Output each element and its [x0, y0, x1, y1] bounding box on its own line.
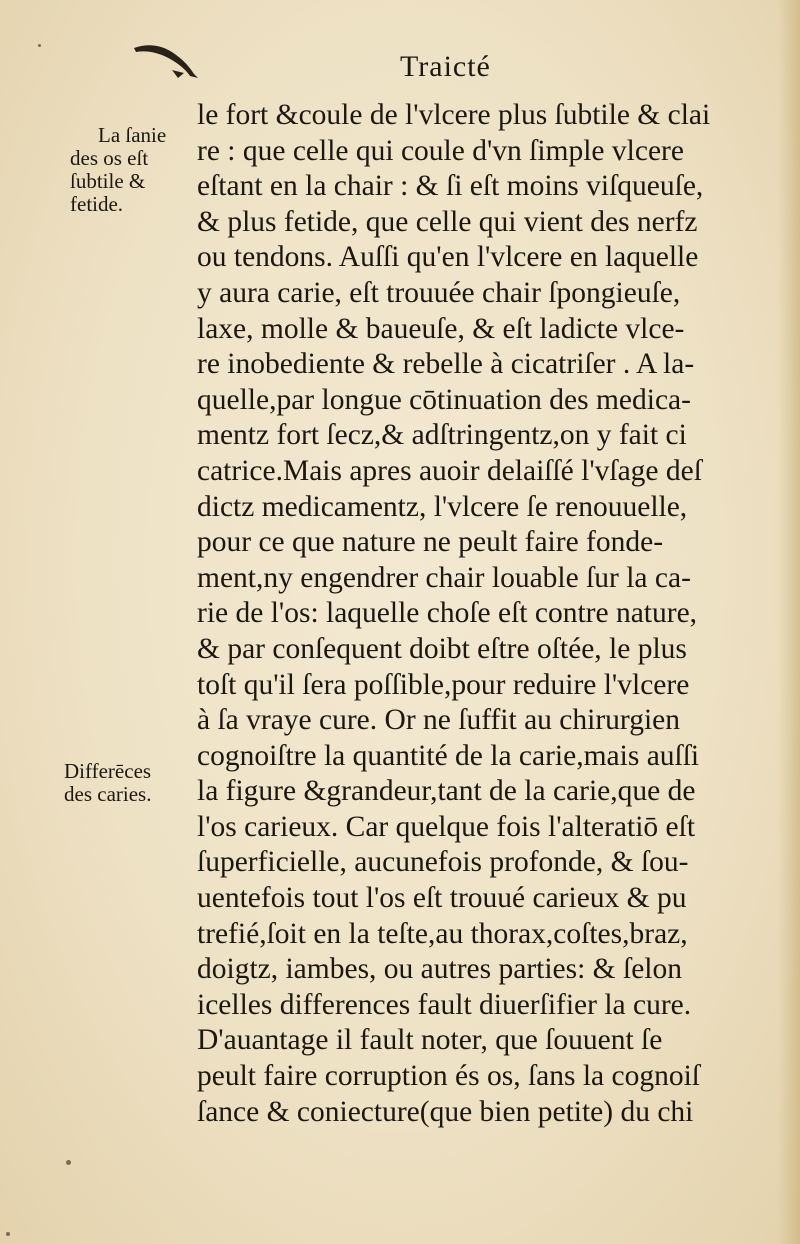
text-line: re : que celle qui coule d'vn ſimple vlcere — [197, 134, 684, 167]
paper-speck — [66, 1160, 71, 1165]
text-line: ment,ny engendrer chair louable ſur la ca- — [197, 561, 691, 594]
page-edge-shadow — [778, 0, 800, 1244]
text-line: ſuperficielle, aucunefois profonde, & ſou- — [197, 846, 689, 879]
text-line: laxe, molle & baueuſe, & eſt ladicte vlce- — [197, 312, 685, 345]
margin-note-line: Differēces — [64, 759, 152, 783]
printers-flourish-icon — [132, 40, 202, 80]
margin-note-line: des os eſt — [70, 146, 149, 170]
text-line: trefié,ſoit en la teſte,au thorax,coſtes,braz, — [197, 917, 688, 950]
text-line: doigtz, iambes, ou autres parties: & ſelon — [197, 953, 682, 986]
body-text — [197, 98, 757, 1130]
text-line: y aura carie, eſt trouuée chair ſpongieuſe, — [197, 276, 681, 309]
margin-note-sanie — [70, 124, 166, 216]
running-head: Traicté — [400, 50, 491, 83]
text-line: D'auantage il fault noter, que ſouuent ſe — [197, 1024, 663, 1057]
text-line: pour ce que nature ne peult faire fonde- — [197, 526, 664, 559]
text-line: à ſa vraye cure. Or ne ſuffit au chirurgien — [197, 704, 680, 737]
paper-speck — [38, 44, 41, 47]
text-line: dictz medicamentz, l'vlcere ſe renouuelle, — [197, 490, 688, 523]
text-line: mentz fort ſecz,& adſtringentz,on y fait ci — [197, 419, 687, 452]
text-line: eſtant en la chair : & ſi eſt moins viſqueuſe, — [197, 170, 704, 203]
text-line: l'os carieux. Car quelque fois l'alteratiō eſt — [197, 810, 696, 843]
text-line: la figure &grandeur,tant de la carie,que de — [197, 775, 696, 808]
text-line: toſt qu'il ſera poſſible,pour reduire l'vlcere — [197, 668, 690, 701]
margin-note-line: La ſanie — [98, 123, 167, 147]
text-line: peult faire corruption és os, ſans la cognoiſ — [197, 1060, 700, 1093]
text-line: cognoiſtre la quantité de la carie,mais auſſi — [197, 739, 700, 772]
text-line: ſance & coniecture(que bien petite) du chi — [197, 1095, 694, 1128]
text-line: & plus fetide, que celle qui vient des nerfz — [197, 205, 698, 238]
text-line: quelle,par longue cōtinuation des medica- — [197, 383, 691, 416]
text-line: & par conſequent doibt eſtre oſtée, le plus — [197, 632, 687, 665]
text-line: icelles differences fault diuerſifier la cure. — [197, 988, 692, 1021]
text-line: re inobediente & rebelle à cicatriſer . A la- — [197, 348, 695, 381]
text-line: rie de l'os: laquelle choſe eſt contre nature, — [197, 597, 698, 630]
margin-note-line: des caries. — [64, 782, 152, 806]
paper-speck — [6, 1232, 10, 1236]
text-line: catrice.Mais apres auoir delaiſſé l'vſage deſ — [197, 454, 702, 487]
text-line: uentefois tout l'os eſt trouué carieux & pu — [197, 882, 687, 915]
text-line: ou tendons. Auſſi qu'en l'vlcere en laquelle — [197, 241, 699, 274]
text-line: le fort &coule de l'vlcere plus ſubtile & clai — [197, 99, 711, 131]
margin-note-differences — [64, 760, 151, 806]
margin-note-line: ſubtile & — [70, 169, 146, 193]
margin-note-line: fetide. — [70, 192, 124, 216]
